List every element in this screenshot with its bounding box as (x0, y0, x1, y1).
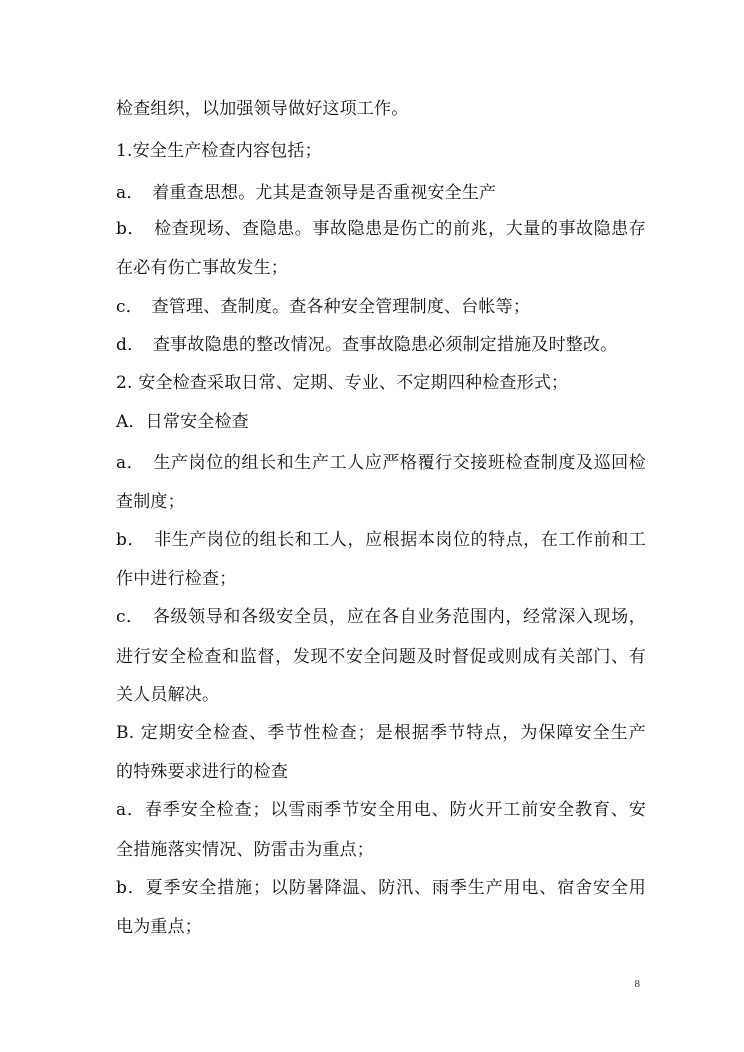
list-item: b．夏季安全措施；以防暑降温、防汛、雨季生产用电、宿舍安全用 (116, 878, 646, 898)
text-line: 全措施落实情况、防雷击为重点； (116, 840, 374, 860)
list-item: b． 检查现场、查隐患。事故隐患是伤亡的前兆，大量的事故隐患存 (116, 219, 646, 239)
list-item: b． 非生产岗位的组长和工人，应根据本岗位的特点，在工作前和工 (116, 530, 646, 550)
text-line: 电为重点； (116, 917, 202, 937)
section-heading: 1.安全生产检查内容包括； (116, 141, 322, 161)
text-line: 作中进行检查； (116, 569, 237, 589)
list-item: a．春季安全检查；以雪雨季节安全用电、防火开工前安全教育、安 (116, 800, 646, 820)
text-line: 查制度； (116, 492, 185, 512)
list-item: d． 查事故隐患的整改情况。查事故隐患必须制定措施及时整改。 (116, 335, 618, 355)
list-item: c． 各级领导和各级安全员，应在各自业务范围内，经常深入现场， (116, 607, 646, 627)
text-line: 进行安全检查和监督，发现不安全问题及时督促或则成有关部门、有 (116, 647, 646, 667)
text-line: 的特殊要求进行的检查 (116, 762, 288, 782)
list-item: c． 查管理、查制度。查各种安全管理制度、台帐等； (116, 297, 531, 317)
text-line: 在必有伤亡事故发生； (116, 258, 288, 278)
section-heading: 2. 安全检查采取日常、定期、专业、不定期四种检查形式； (116, 373, 569, 393)
text-line: 检查组织，以加强领导做好这项工作。 (116, 99, 409, 119)
sub-heading: A．日常安全检查 (116, 412, 249, 432)
page-number: 8 (634, 978, 640, 990)
list-item: a． 生产岗位的组长和生产工人应严格覆行交接班检查制度及巡回检 (116, 453, 646, 473)
list-item: a． 着重查思想。尤其是查领导是否重视安全生产 (116, 183, 497, 203)
text-line: 关人员解决。 (116, 685, 220, 705)
sub-heading: B. 定期安全检查、季节性检查；是根据季节特点，为保障安全生产 (116, 723, 646, 743)
